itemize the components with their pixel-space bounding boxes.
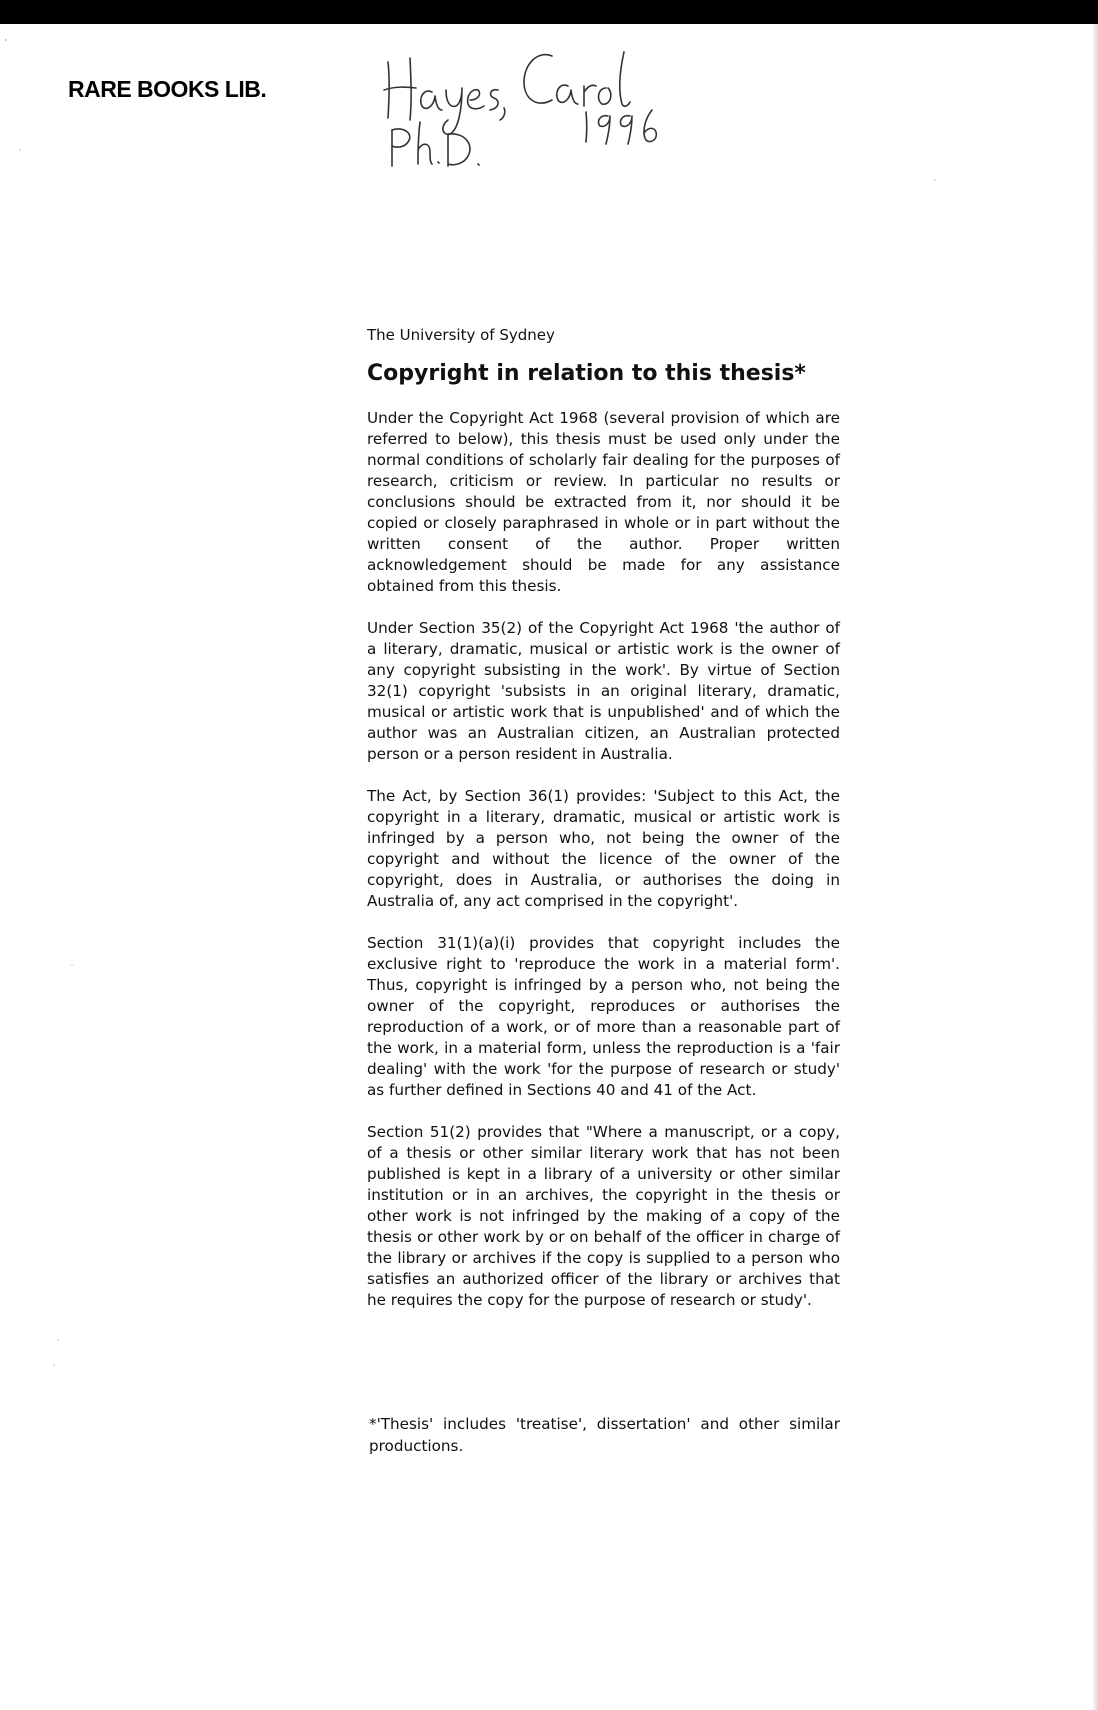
paragraph-section-35: Under Section 35(2) of the Copyright Act 1968 'the author of a literary, dramatic, musical or artistic work is the owner of any copyright subsisting in the work'. By virtue of Section 32(1) copyright 'subsists in an original literary, dramatic, musical or artistic work that is unpublished' and of which the author was an Australian citizen, an Australian protected person or a person resident in Australia. xyxy=(367,619,840,763)
thesis-footnote: *'Thesis' includes 'treatise', dissertation' and other similar productions. xyxy=(369,1415,840,1455)
university-name: The University of Sydney xyxy=(367,326,555,344)
handwritten-annotation xyxy=(380,30,710,170)
scan-top-border xyxy=(0,0,1098,24)
paragraph-section-36: The Act, by Section 36(1) provides: 'Subject to this Act, the copyright in a literary, dramatic, musical or artistic work is infringed by a person who, not being the owner of the copyright and without the licence of the owner of the copyright, does in Australia, or authorises the doing in Australia of, any act comprised in the copyright'. xyxy=(367,787,840,910)
copyright-notice xyxy=(367,325,840,1332)
paragraph-fair-dealing: Under the Copyright Act 1968 (several provision of which are referred to below), this thesis must be used only under the normal conditions of scholarly fair dealing for the purposes of research, criticism or review. In particular no results or conclusions should be extracted from it, nor should it be copied or closely paraphrased in whole or in part without the written consent of the author. Proper written acknowledgement should be made for any assistance obtained from this thesis. xyxy=(367,409,840,595)
paragraph-section-51: Section 51(2) provides that "Where a manuscript, or a copy, of a thesis or other similar literary work that has not been published is kept in a library of a university or other similar institution or in an archives, the copyright in the thesis or other work is not infringed by the making of a copy of the thesis or other work by or on behalf of the officer in charge of the library or archives if the copy is supplied to a person who satisfies an authorized officer of the library or archives that he requires the copy for the purpose of research or study'. xyxy=(367,1123,840,1309)
library-stamp: RARE BOOKS LIB. xyxy=(68,76,267,102)
handwritten-annotation-drawing xyxy=(380,30,710,170)
scan-right-edge xyxy=(1092,24,1098,1710)
paragraph-section-31: Section 31(1)(a)(i) provides that copyright includes the exclusive right to 'reproduce the work in a material form'. Thus, copyright is infringed by a person who, not being the owner of the copyright, reproduces or authorises the reproduction of a work, or of more than a reasonable part of the work, in a material form, unless the reproduction is a 'fair dealing' with the work 'for the purpose of research or study' as further defined in Sections 40 and 41 of the Act. xyxy=(367,934,840,1099)
page-title: Copyright in relation to this thesis* xyxy=(367,361,806,386)
